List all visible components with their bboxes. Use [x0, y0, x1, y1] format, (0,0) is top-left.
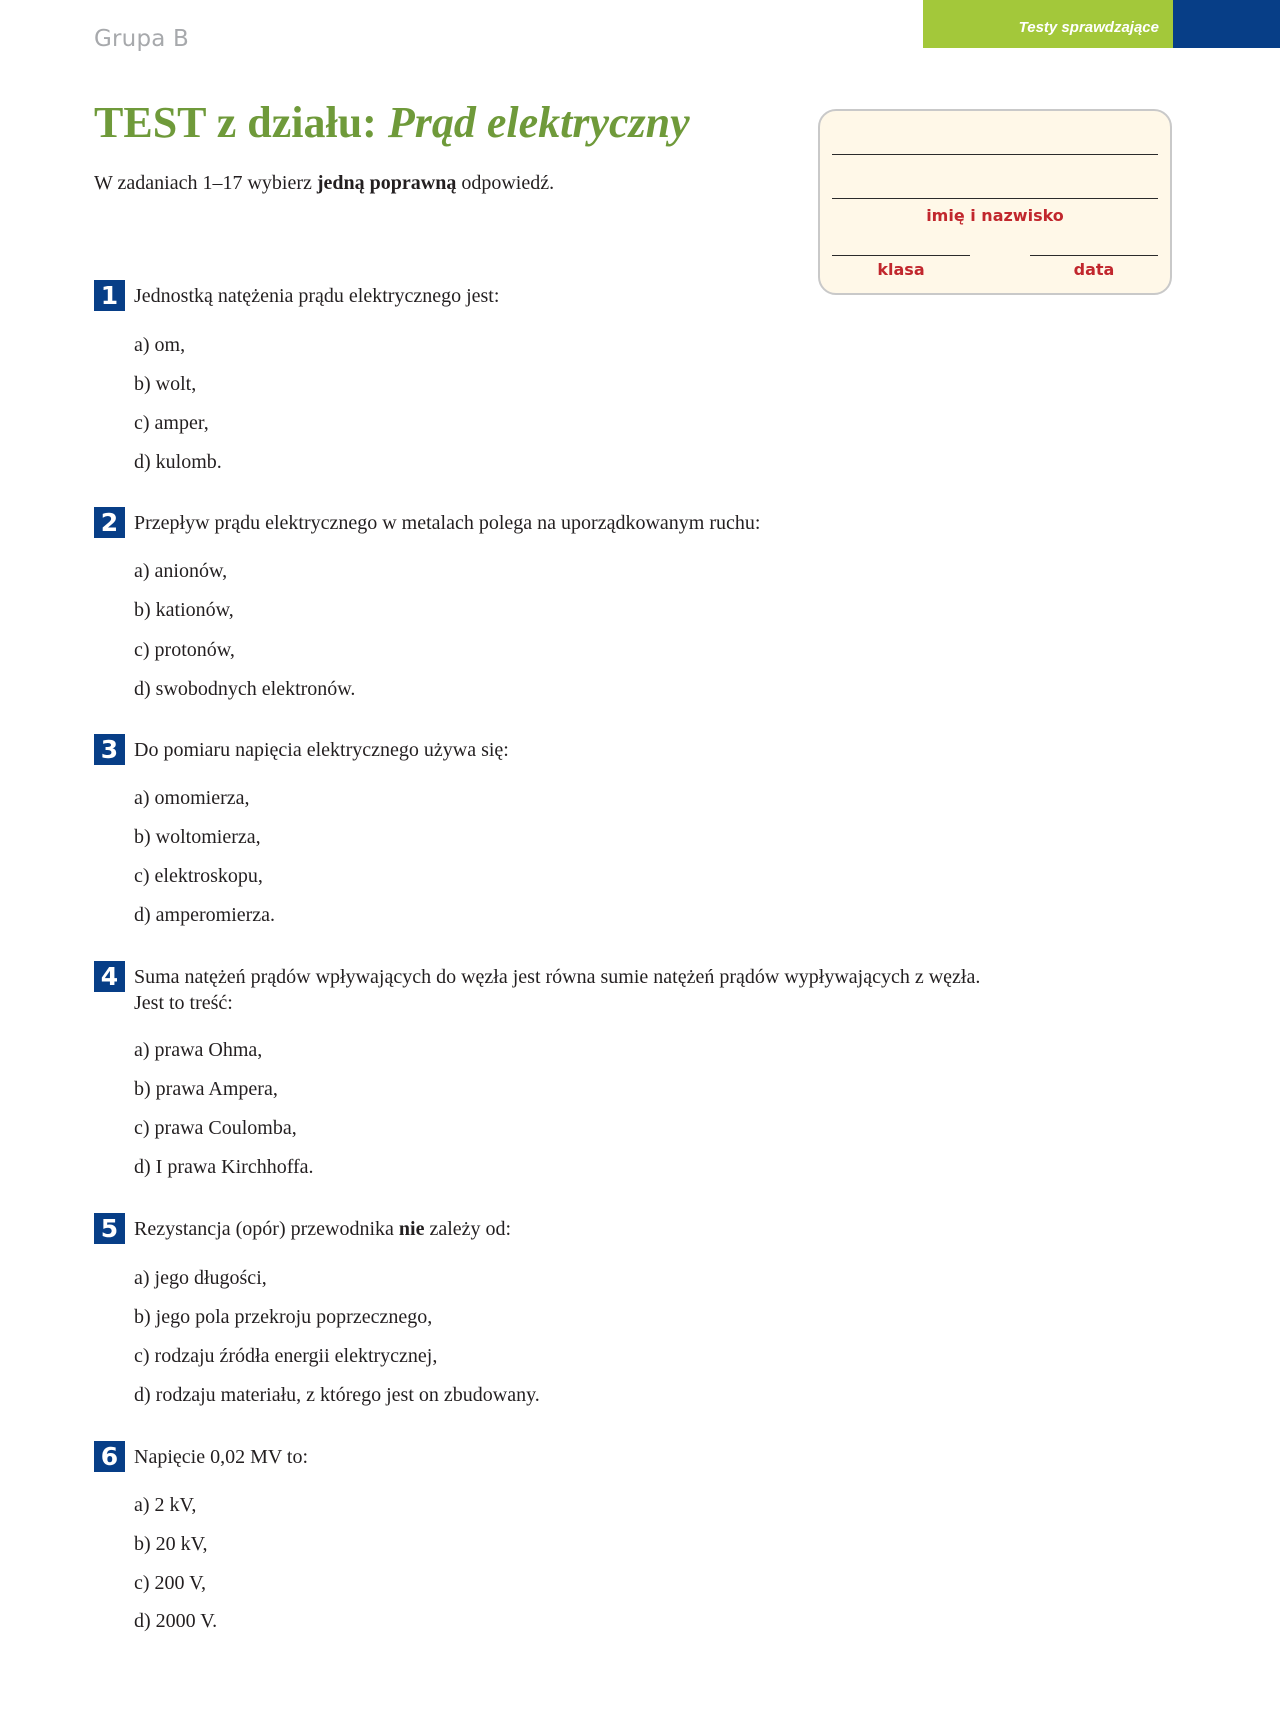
question-text-before: Rezystancja (opór) przewodnika: [134, 1218, 399, 1240]
answer-option-c[interactable]: c) elektroskopu,: [134, 865, 263, 887]
answer-option-a[interactable]: a) prawa Ohma,: [134, 1039, 263, 1061]
question-text-bold: nie: [398, 1218, 425, 1240]
section-header-band: [923, 0, 1280, 48]
date-label: data: [1073, 260, 1115, 279]
name-line-1[interactable]: [832, 154, 1158, 155]
name-label: imię i nazwisko: [926, 206, 1064, 225]
question-number-badge: 6: [94, 1441, 125, 1472]
question-text: [134, 1216, 1164, 1242]
answer-option-c[interactable]: c) protonów,: [134, 639, 235, 661]
answer-option-d[interactable]: d) kulomb.: [134, 451, 222, 473]
question-text: Przepływ prądu elektrycznego w metalach polega na uporządkowanym ruchu:: [134, 512, 761, 534]
instruction-bold: jedną poprawną: [316, 172, 457, 194]
question-text: Jednostką natężenia prądu elektrycznego jest:: [134, 285, 500, 307]
name-line-2[interactable]: [832, 198, 1158, 199]
answer-option-c[interactable]: c) amper,: [134, 412, 209, 434]
answer-option-b[interactable]: b) woltomierza,: [134, 826, 261, 848]
answer-option-b[interactable]: b) wolt,: [134, 373, 197, 395]
title-prefix: TEST z działu:: [94, 98, 388, 147]
answer-option-d[interactable]: d) swobodnych elektronów.: [134, 678, 356, 700]
answer-option-b[interactable]: b) jego pola przekroju poprzecznego,: [134, 1306, 433, 1328]
answer-option-a[interactable]: a) jego długości,: [134, 1267, 267, 1289]
question-number-badge: 5: [94, 1213, 125, 1244]
answer-option-a[interactable]: a) anionów,: [134, 560, 228, 582]
answer-option-b[interactable]: b) prawa Ampera,: [134, 1078, 278, 1100]
question-number-badge: 3: [94, 734, 125, 765]
section-band-blue: [1173, 0, 1280, 48]
date-line[interactable]: [1030, 255, 1158, 256]
answer-option-d[interactable]: d) 2000 V.: [134, 1610, 218, 1632]
question-text-after: zależy od:: [424, 1218, 512, 1240]
instruction-after: odpowiedź.: [456, 172, 555, 194]
answer-option-b[interactable]: b) 20 kV,: [134, 1533, 208, 1555]
class-line[interactable]: [832, 255, 970, 256]
instruction-before: W zadaniach 1–17 wybierz: [94, 172, 317, 194]
group-label: Grupa B: [94, 26, 190, 52]
answer-option-c[interactable]: c) 200 V,: [134, 1572, 207, 1594]
answer-option-a[interactable]: a) omomierza,: [134, 787, 250, 809]
student-info-box: [818, 109, 1172, 295]
answer-option-a[interactable]: a) 2 kV,: [134, 1494, 197, 1516]
answer-option-b[interactable]: b) kationów,: [134, 599, 234, 621]
question-number-badge: 4: [94, 961, 125, 992]
title-topic: Prąd elektryczny: [387, 98, 690, 147]
answer-option-c[interactable]: c) rodzaju źródła energii elektrycznej,: [134, 1345, 438, 1367]
question-number-badge: 2: [94, 507, 125, 538]
answer-option-a[interactable]: a) om,: [134, 334, 186, 356]
answer-option-c[interactable]: c) prawa Coulomba,: [134, 1117, 297, 1139]
question-text: Suma natężeń prądów wpływających do węzła jest równa sumie natężeń prądów wypływających z węzła. Jest to treść:: [134, 966, 981, 1014]
section-title: Testy sprawdzające: [1018, 19, 1159, 36]
question-text: Napięcie 0,02 MV to:: [134, 1446, 309, 1468]
instruction-text: [94, 172, 554, 195]
section-band-green: [923, 0, 1173, 48]
answer-option-d[interactable]: d) amperomierza.: [134, 904, 276, 926]
answer-option-d[interactable]: d) I prawa Kirchhoffa.: [134, 1156, 314, 1178]
question-text: Do pomiaru napięcia elektrycznego używa się:: [134, 739, 509, 761]
answer-option-d[interactable]: d) rodzaju materiału, z którego jest on zbudowany.: [134, 1384, 540, 1406]
class-label: klasa: [877, 260, 925, 279]
question-number-badge: 1: [94, 280, 125, 311]
page-title: [94, 97, 690, 148]
